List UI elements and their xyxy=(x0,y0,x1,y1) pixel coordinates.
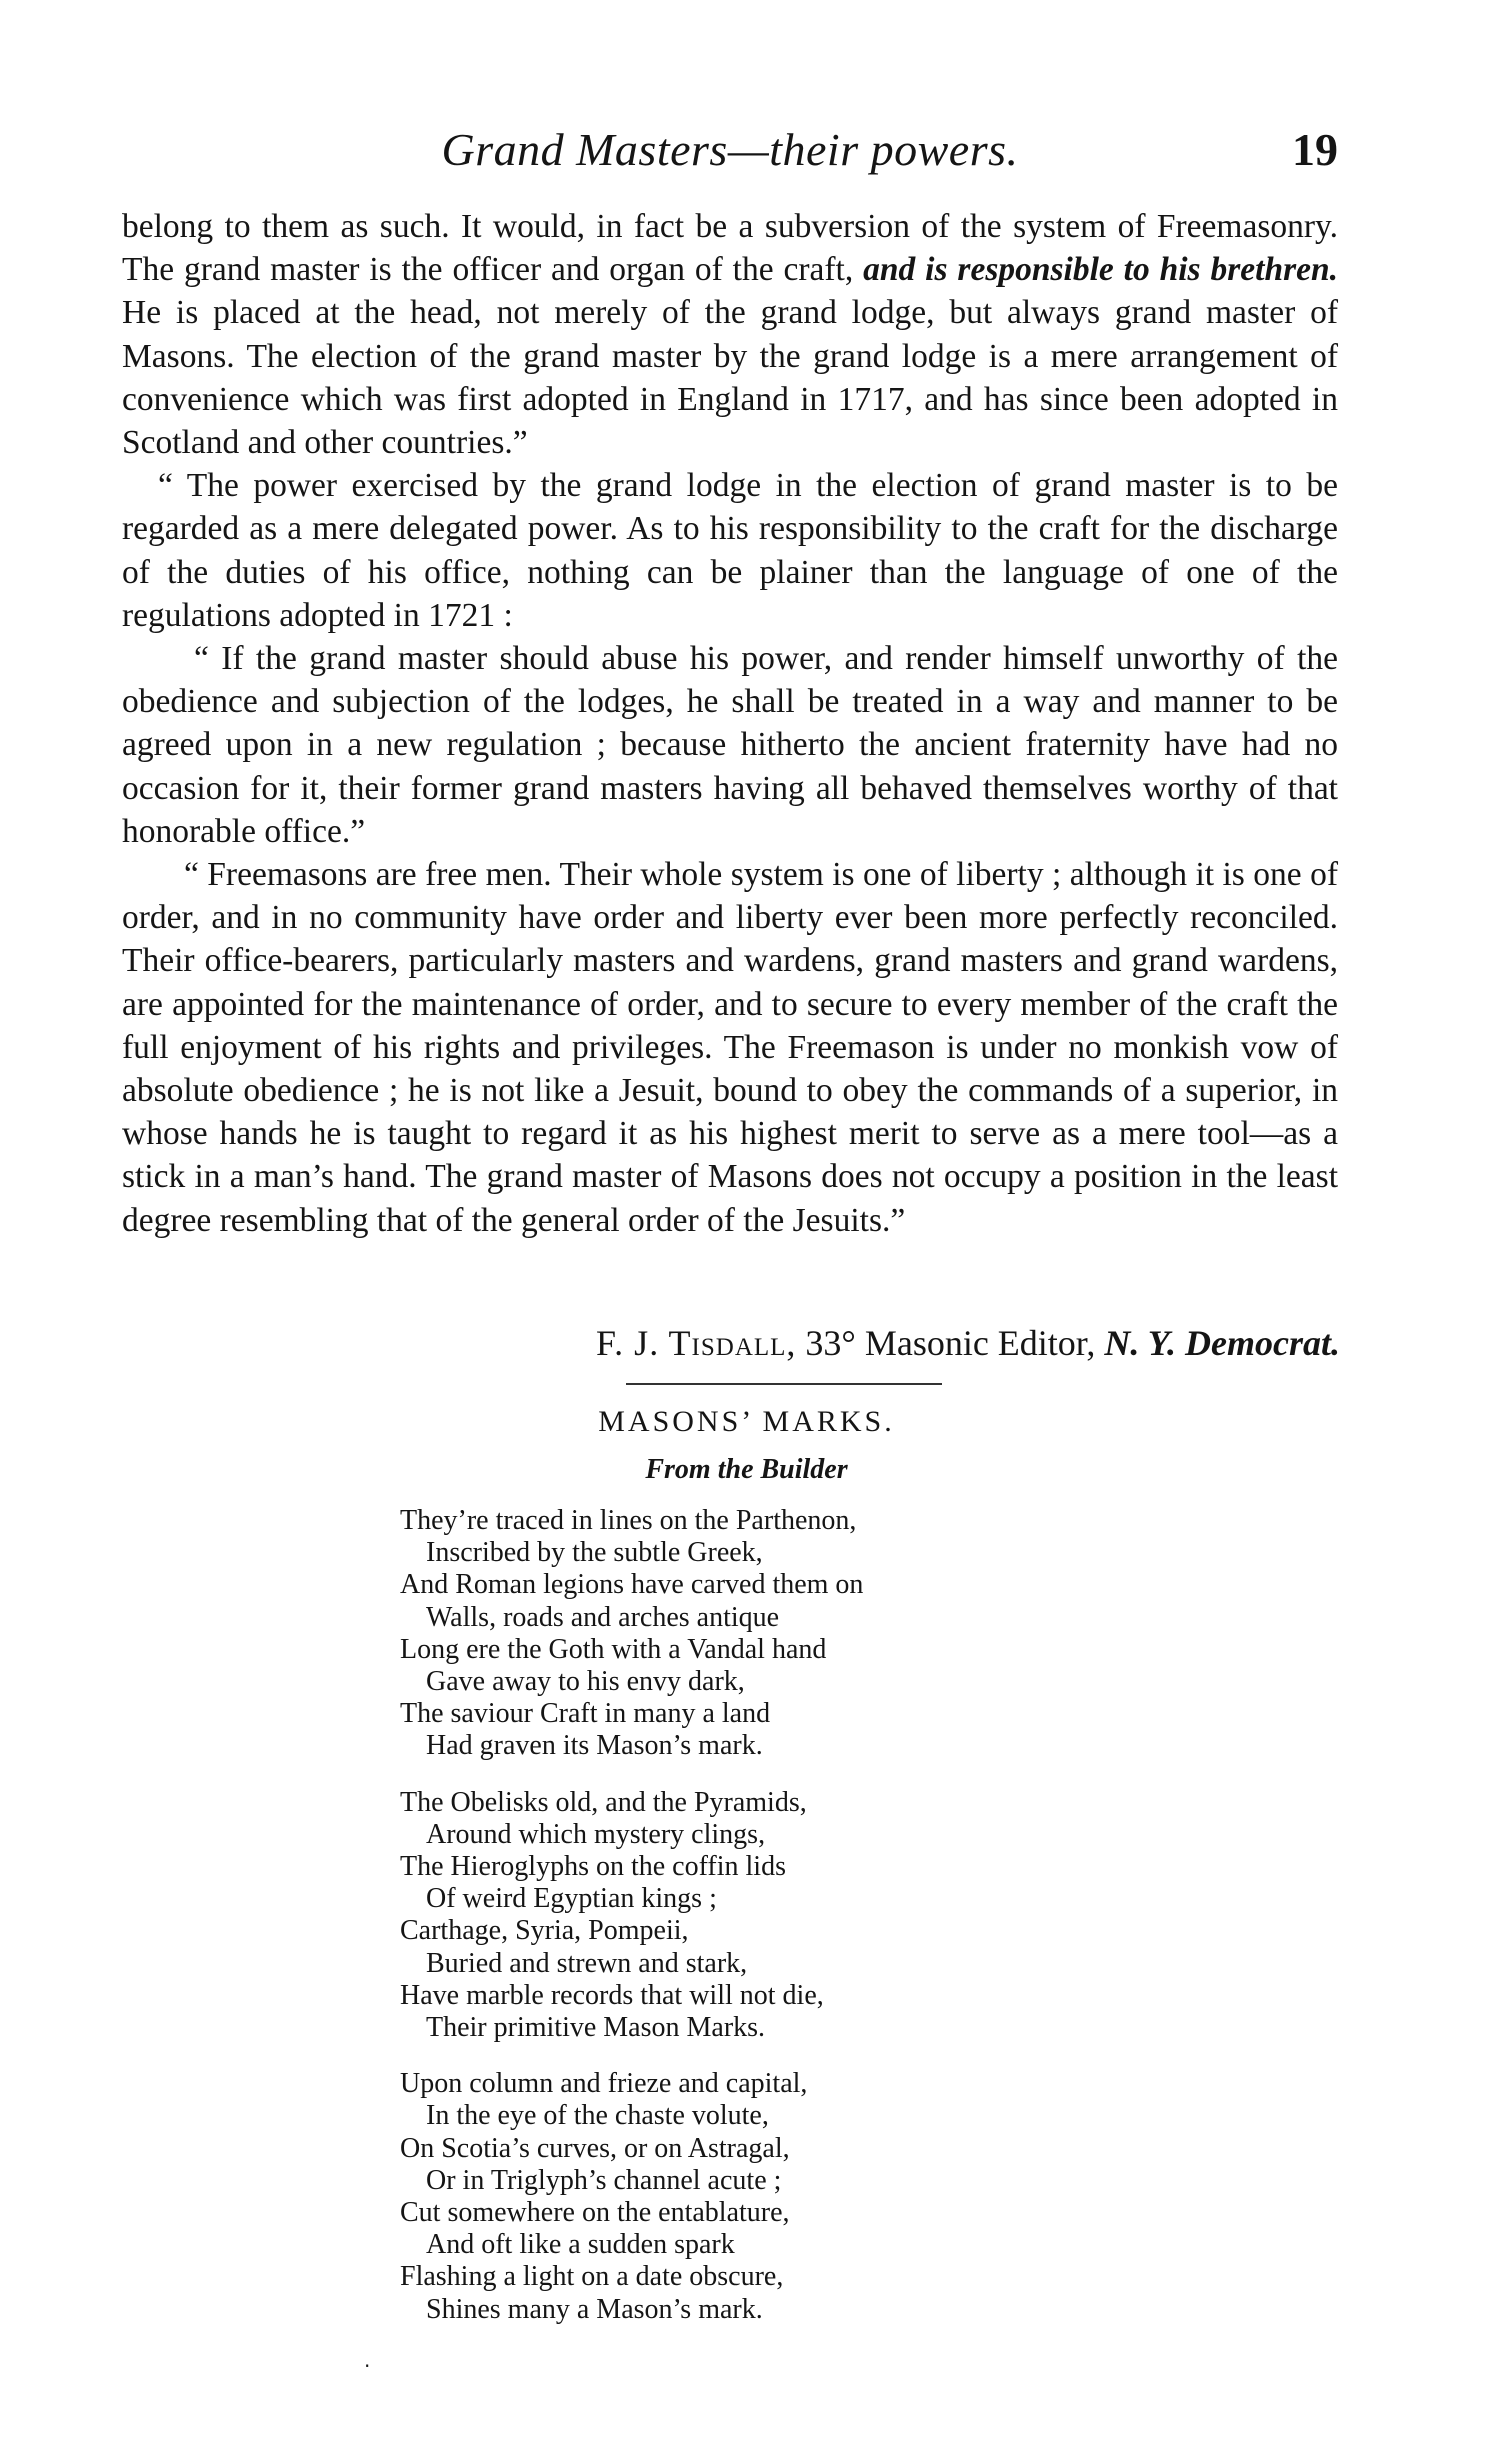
poem-line: Have marble records that will not die, xyxy=(400,1979,824,2011)
section-divider xyxy=(626,1383,942,1385)
poem-line: Shines many a Mason’s mark. xyxy=(426,2293,763,2325)
poem-line: They’re traced in lines on the Parthenon, xyxy=(400,1505,857,1536)
author-name: F. J. Tisdall, xyxy=(596,1323,797,1363)
author-role: Masonic Editor, xyxy=(864,1323,1096,1363)
page-number: 19 xyxy=(1292,124,1338,175)
poem-source: From the Builder xyxy=(645,1454,848,1485)
poem-line: Carthage, Syria, Pompeii, xyxy=(400,1915,689,1947)
paragraph: “ The power exercised by the grand lodge in the election of grand master is to be regarded as a mere delegated power. As to his responsibility to the craft for the discharge of the duties of his office, nothing can be plainer than the language of one of the regulations adopted in 1721 : xyxy=(122,467,1338,634)
emphasis: and is responsible to his brethren. xyxy=(863,251,1338,289)
quoted-regulation: “ If the grand master should abuse his power, and render himself unworthy of the obedience and subjection of the lodges, he shall be treated in a way and manner to be agreed upon in a new regulation ; because hitherto the ancient fraternity have had no occasion for it, their former grand masters having all behaved themselves worthy of that honorable office.” xyxy=(122,640,1338,850)
poem-line: The Obelisks old, and the Pyramids, xyxy=(400,1786,807,1818)
poem-line: Around which mystery clings, xyxy=(426,1818,766,1850)
poem-line: Buried and strewn and stark, xyxy=(426,1947,748,1979)
poem-line: In the eye of the chaste volute, xyxy=(426,2100,769,2132)
page-header xyxy=(122,122,1338,182)
poem-line: Of weird Egyptian kings ; xyxy=(426,1883,717,1915)
poem xyxy=(400,1505,1100,2350)
poem-line: Upon column and frieze and capital, xyxy=(400,2068,808,2100)
author-degree: 33° xyxy=(805,1323,856,1363)
poem-line: Had graven its Mason’s mark. xyxy=(426,1730,763,1762)
poem-line: The saviour Craft in many a land xyxy=(400,1698,771,1730)
signature xyxy=(460,1320,1340,1366)
poem-line: Walls, roads and arches antique xyxy=(426,1601,780,1633)
poem-line: And Roman legions have carved them on xyxy=(400,1569,864,1601)
body-text xyxy=(122,205,1338,1242)
poem-line: Gave away to his envy dark, xyxy=(426,1666,745,1698)
publication-name: N. Y. Democrat. xyxy=(1104,1323,1340,1363)
poem-line: Their primitive Mason Marks. xyxy=(426,2012,766,2044)
stanza xyxy=(400,1787,1100,2045)
poem-line: And oft like a sudden spark xyxy=(426,2229,735,2261)
stanza xyxy=(400,2068,1100,2326)
poem-line: Flashing a light on a date obscure, xyxy=(400,2261,784,2293)
poem-title: MASONS’ MARKS. xyxy=(598,1405,895,1438)
poem-line: Cut somewhere on the entablature, xyxy=(400,2197,790,2229)
poem-line: On Scotia’s curves, or on Astragal, xyxy=(400,2132,790,2164)
paragraph: “ Freemasons are free men. Their whole system is one of liberty ; although it is one of order, and in no community have order and liberty ever been more perfectly reconciled. Their office-bearers, particularly masters and wardens, grand masters and grand wardens, are appointed for the maintenance of order, and to secure to every member of the craft the full enjoyment of his rights and privileges. The Freemason is under no monkish vow of absolute obedience ; he is not like a Jesuit, bound to obey the commands of a superior, in whose hands he is taught to regard it as his highest merit to serve as a mere tool—as a stick in a man’s hand. The grand master of Masons does not occupy a position in the least degree resembling that of the general order of the Jesuits.” xyxy=(122,856,1338,1239)
paragraph: belong to them as such. It would, in fact be a subversion of the system of Freemasonry. The grand master is the officer and organ of the craft, and is responsible to his brethren. He is placed at the head, not merely of the grand lodge, but always grand master of Masons. The election of the grand master by the grand lodge is a mere arrangement of convenience which was first adopted in England in 1717, and has since been adopted in Scotland and other countries.” xyxy=(122,208,1338,462)
poem-line: The Hieroglyphs on the coffin lids xyxy=(400,1851,786,1883)
margin-mark: ‧ xyxy=(364,2356,371,2378)
running-title: Grand Masters—their powers. xyxy=(441,124,1019,175)
poem-line: Inscribed by the subtle Greek, xyxy=(426,1537,763,1569)
poem-line: Or in Triglyph’s channel acute ; xyxy=(426,2164,782,2196)
poem-line: Long ere the Goth with a Vandal hand xyxy=(400,1633,827,1665)
stanza xyxy=(400,1505,1100,1763)
